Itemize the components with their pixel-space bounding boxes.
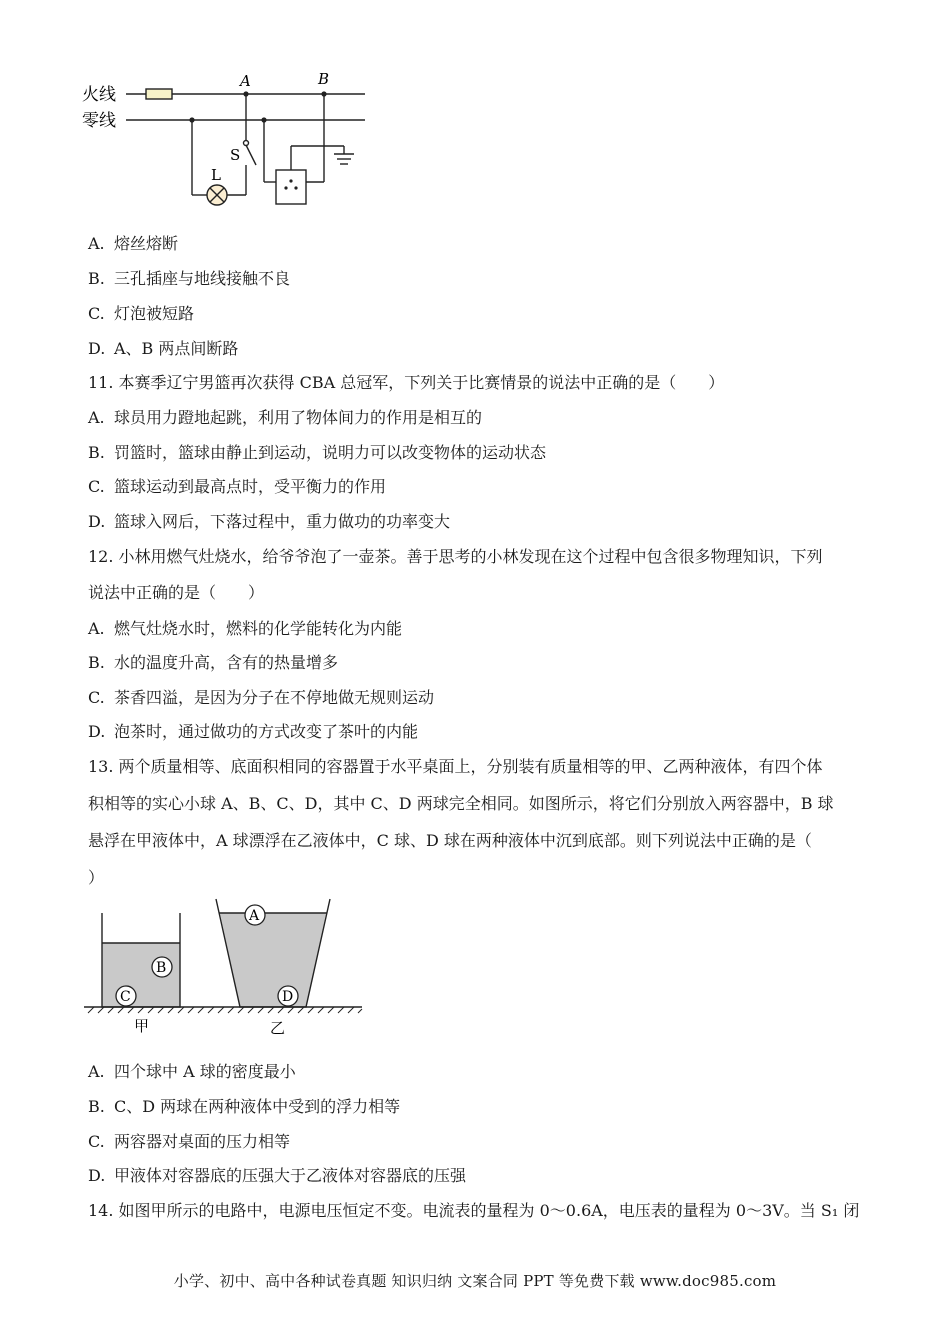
q12-stem-line2: 说法中正确的是（ ）	[88, 583, 265, 602]
lamp-label: L	[211, 166, 221, 184]
q13-option-c: C. 两容器对桌面的压力相等	[88, 1132, 291, 1151]
q10-option-d: D. A、B 两点间断路	[88, 339, 239, 358]
q11-option-a: A. 球员用力蹬地起跳，利用了物体间力的作用是相互的	[88, 408, 483, 427]
q11-option-d: D. 篮球入网后，下落过程中，重力做功的功率变大	[88, 512, 451, 531]
socket-icon	[276, 170, 306, 204]
q13-stem-line2: 积相等的实心小球 A、B、C、D，其中 C、D 两球完全相同。如图所示，将它们分别放入两容器中，B 球	[88, 794, 834, 813]
circuit-diagram	[80, 62, 380, 222]
q11-option-b: B. 罚篮时，篮球由静止到运动，说明力可以改变物体的运动状态	[88, 443, 547, 462]
ball-b-label: B	[156, 960, 167, 976]
q12-option-c: C. 茶香四溢，是因为分子在不停地做无规则运动	[88, 688, 435, 707]
live-wire-label: 火线	[82, 85, 116, 105]
q13-stem-line3: 悬浮在甲液体中，A 球漂浮在乙液体中，C 球、D 球在两种液体中沉到底部。则下列说法中正确的是（	[88, 831, 812, 850]
point-b-label: B	[318, 70, 330, 88]
q12-option-b: B. 水的温度升高，含有的热量增多	[88, 653, 339, 672]
ball-d-label: D	[282, 989, 294, 1005]
page-footer: 小学、初中、高中各种试卷真题 知识归纳 文案合同 PPT 等免费下载 www.doc985.com	[173, 1272, 777, 1290]
q13-stem-line4: ）	[88, 868, 105, 887]
q11-option-c: C. 篮球运动到最高点时，受平衡力的作用	[88, 477, 387, 496]
q13-option-b: B. C、D 两球在两种液体中受到的浮力相等	[88, 1097, 401, 1116]
container-yi-label: 乙	[270, 1019, 286, 1037]
neutral-wire-label: 零线	[82, 111, 116, 131]
q12-option-d: D. 泡茶时，通过做功的方式改变了茶叶的内能	[88, 722, 419, 741]
container-jia-label: 甲	[134, 1017, 150, 1035]
q13-option-a: A. 四个球中 A 球的密度最小	[88, 1062, 296, 1081]
q10-option-a: A. 熔丝熔断	[88, 234, 179, 253]
fuse-icon	[146, 89, 172, 99]
ball-a-label: A	[249, 908, 260, 924]
ball-c-label: C	[120, 989, 131, 1005]
switch-label: S	[230, 146, 241, 164]
q12-option-a: A. 燃气灶烧水时，燃料的化学能转化为内能	[88, 619, 403, 638]
q13-stem-line1: 13. 两个质量相等、底面积相同的容器置于水平桌面上，分别装有质量相等的甲、乙两种液体，有四个体	[88, 757, 823, 776]
containers-diagram	[84, 895, 374, 1045]
q10-option-b: B. 三孔插座与地线接触不良	[88, 269, 291, 288]
q11-stem: 11. 本赛季辽宁男篮再次获得 CBA 总冠军，下列关于比赛情景的说法中正确的是（ ）	[88, 373, 725, 392]
q10-option-c: C. 灯泡被短路	[88, 304, 195, 323]
point-a-label: A	[240, 72, 251, 90]
q13-option-d: D. 甲液体对容器底的压强大于乙液体对容器底的压强	[88, 1166, 467, 1185]
q14-stem-line1: 14. 如图甲所示的电路中，电源电压恒定不变。电流表的量程为 0～0.6A，电压表的量程为 0～3V。当 S₁ 闭	[88, 1201, 860, 1220]
q12-stem-line1: 12. 小林用燃气灶烧水，给爷爷泡了一壶茶。善于思考的小林发现在这个过程中包含很多物理知识，下列	[88, 547, 823, 566]
